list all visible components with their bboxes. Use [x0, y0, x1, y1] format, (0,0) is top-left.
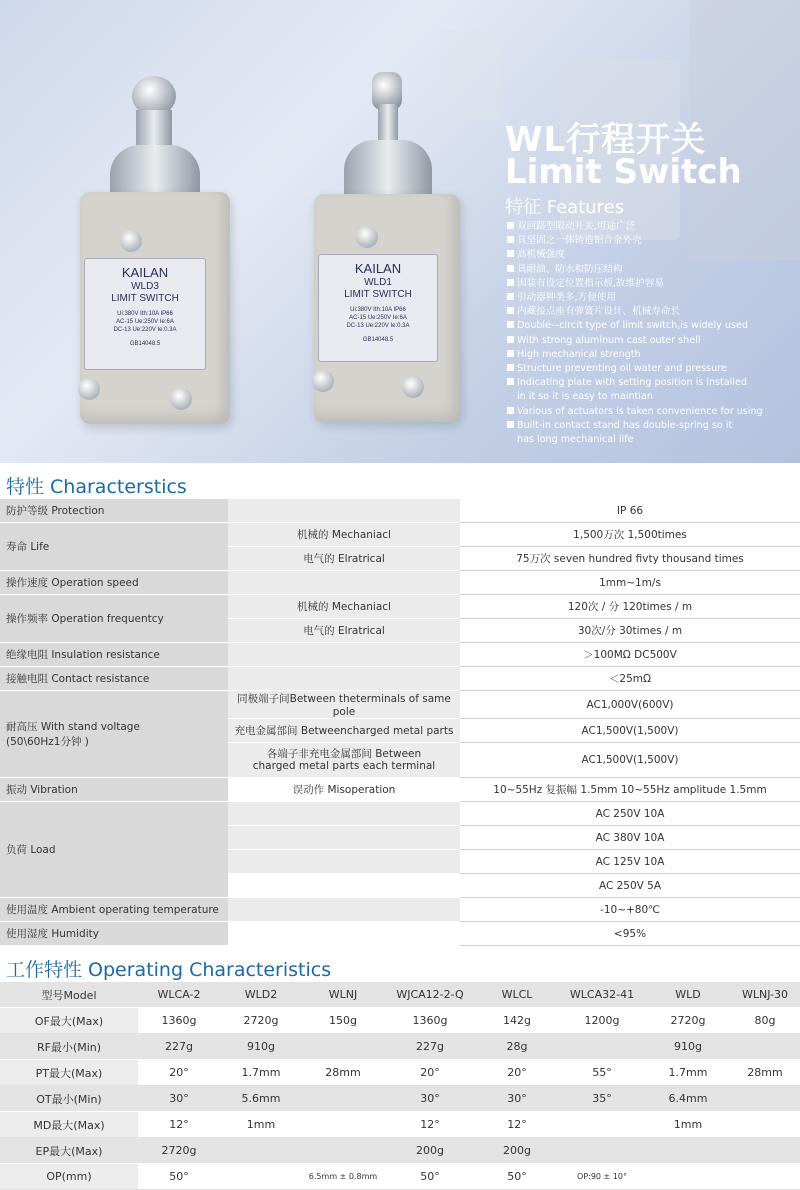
- table-cell: [220, 1164, 302, 1190]
- row-value: ＜25mΩ: [460, 667, 800, 691]
- nameplate: [318, 254, 438, 362]
- table-row: [0, 667, 800, 691]
- row-sub: [228, 850, 460, 874]
- table-cell: 6.5mm ± 0.8mm: [302, 1164, 384, 1190]
- table-row: [0, 1060, 800, 1086]
- table-cell: 1.7mm: [220, 1060, 302, 1086]
- screw-icon: [356, 226, 378, 248]
- row-sub: [228, 667, 460, 691]
- table-cell: 20°: [476, 1060, 558, 1086]
- row-value: 1mm~1m/s: [460, 571, 800, 595]
- feature-item-continued: in it so it is easy to maintian: [517, 391, 653, 403]
- table-cell: 227g: [384, 1034, 476, 1060]
- table-cell: 30°: [138, 1086, 220, 1112]
- table-row: [0, 595, 800, 619]
- feature-item: 具耐油、防水和防压结构: [507, 263, 797, 277]
- header-cell: WLD: [646, 982, 730, 1008]
- table-cell: 910g: [220, 1034, 302, 1060]
- table-row: [0, 523, 800, 547]
- header-cell: WLCL: [476, 982, 558, 1008]
- row-value: AC1,500V(1,500V): [460, 719, 800, 743]
- screw-icon: [78, 378, 100, 400]
- row-label: EP最大(Max): [0, 1138, 138, 1164]
- row-value: AC 250V 5A: [460, 874, 800, 898]
- row-value: AC 380V 10A: [460, 826, 800, 850]
- table-row: [0, 499, 800, 523]
- nameplate-model: WLD3: [131, 281, 159, 292]
- row-sub: [228, 802, 460, 826]
- table-row: [0, 643, 800, 667]
- operating-table: [0, 982, 800, 1190]
- row-label: PT最大(Max): [0, 1060, 138, 1086]
- row-label: RF最小(Min): [0, 1034, 138, 1060]
- lever-arm: [378, 104, 398, 144]
- row-value: -10~+80℃: [460, 898, 800, 922]
- limit-switch-photo-right: [300, 70, 470, 430]
- row-label: OT最小(Min): [0, 1086, 138, 1112]
- table-cell: 50°: [384, 1164, 476, 1190]
- row-sub: 充电金属部间 Betweencharged metal parts: [228, 719, 460, 743]
- header-cell: WLCA-2: [138, 982, 220, 1008]
- row-label: [0, 691, 228, 778]
- characteristics-table: [0, 499, 800, 946]
- table-cell: 2720g: [138, 1138, 220, 1164]
- nameplate-spec: AC-15 Ue:250V Ie:6A: [116, 319, 174, 325]
- nameplate-label: LIMIT SWITCH: [344, 289, 412, 300]
- row-value: IP 66: [460, 499, 800, 523]
- row-label: 寿命 Life: [0, 523, 228, 571]
- row-label: MD最大(Max): [0, 1112, 138, 1138]
- table-cell: 12°: [476, 1112, 558, 1138]
- table-row: [0, 898, 800, 922]
- table-cell: 1360g: [138, 1008, 220, 1034]
- table-cell: 30°: [476, 1086, 558, 1112]
- table-cell: [558, 1034, 646, 1060]
- table-row: [0, 1164, 800, 1190]
- table-cell: 1360g: [384, 1008, 476, 1034]
- row-value: 75万次 seven hundred fivty thousand times: [460, 547, 800, 571]
- table-cell: 50°: [476, 1164, 558, 1190]
- table-cell: [646, 1164, 730, 1190]
- row-value: AC 250V 10A: [460, 802, 800, 826]
- nameplate-brand: KAILAN: [354, 261, 402, 276]
- table-cell: [730, 1034, 800, 1060]
- feature-item: 双回路型限动开关,用途广泛: [507, 220, 797, 234]
- row-label-line: 耐高压 With stand voltage: [6, 721, 140, 733]
- table-row: [0, 1034, 800, 1060]
- table-cell: 200g: [476, 1138, 558, 1164]
- table-header-row: [0, 982, 800, 1008]
- screw-icon: [170, 388, 192, 410]
- screw-icon: [120, 230, 142, 252]
- hero-title-cn: WL行程开关: [505, 120, 707, 160]
- table-cell: [302, 1086, 384, 1112]
- nameplate-spec: DC-13 Ue:220V Ie:0.3A: [113, 327, 177, 333]
- table-cell: 2720g: [646, 1008, 730, 1034]
- feature-item-continued: has long mechanical life: [517, 434, 634, 446]
- row-label: 防护等级 Protection: [0, 499, 228, 523]
- row-sub: 机械的 Mechaniacl: [228, 523, 460, 547]
- limit-switch-photo-left: [70, 70, 240, 430]
- row-value: AC1,500V(1,500V): [460, 743, 800, 778]
- nameplate-label: LIMIT SWITCH: [111, 293, 179, 304]
- table-cell: 12°: [138, 1112, 220, 1138]
- table-row: [0, 922, 800, 946]
- table-cell: 35°: [558, 1086, 646, 1112]
- feature-item: Various of actuators is taken convenience for using: [507, 405, 797, 419]
- row-sub: 电气的 Elratrical: [228, 619, 460, 643]
- nameplate-standard: GB14048.5: [362, 337, 394, 343]
- table-cell: [730, 1164, 800, 1190]
- table-cell: [558, 1138, 646, 1164]
- table-cell: 1mm: [646, 1112, 730, 1138]
- header-cell: WLD2: [220, 982, 302, 1008]
- header-cell: WLCA32-41: [558, 982, 646, 1008]
- feature-item: 具坚固之一体铸造铝合金外壳: [507, 234, 797, 248]
- row-label: 操作频率 Operation frequentcy: [0, 595, 228, 643]
- table-cell: [730, 1138, 800, 1164]
- header-cell: WJCA12-2-Q: [384, 982, 476, 1008]
- table-cell: [646, 1138, 730, 1164]
- row-sub: [228, 571, 460, 595]
- features-title: 特征 Features: [505, 197, 625, 218]
- hero-banner: [0, 0, 800, 463]
- row-sub: 电气的 Elratrical: [228, 547, 460, 571]
- row-sub: [228, 874, 460, 898]
- row-label: 操作速度 Operation speed: [0, 571, 228, 595]
- header-cell: WLNJ: [302, 982, 384, 1008]
- row-value: AC 125V 10A: [460, 850, 800, 874]
- table-cell: 20°: [384, 1060, 476, 1086]
- table-cell: 1200g: [558, 1008, 646, 1034]
- table-cell: 80g: [730, 1008, 800, 1034]
- feature-item: Built-in contact stand has double-spring so it: [507, 419, 797, 433]
- row-sub: [228, 898, 460, 922]
- row-value: 1,500万次 1,500times: [460, 523, 800, 547]
- row-sub: 同极端子间Between theterminals of same pole: [228, 691, 460, 719]
- nameplate-model: WLD1: [364, 277, 392, 288]
- feature-item: Indicating plate with setting position is installed: [507, 376, 797, 390]
- header-cell: 型号Model: [0, 982, 138, 1008]
- table-cell: [302, 1112, 384, 1138]
- feature-item: Double-–circit type of limit switch,is widely used: [507, 319, 797, 333]
- row-label: OF最大(Max): [0, 1008, 138, 1034]
- row-sub: 机械的 Mechaniacl: [228, 595, 460, 619]
- row-sub: [228, 826, 460, 850]
- screw-icon: [312, 370, 334, 392]
- table-row: [0, 1112, 800, 1138]
- feature-item: 引动器种类多,方便使用: [507, 291, 797, 305]
- table-row: [0, 778, 800, 802]
- feature-item: 高机械强度: [507, 248, 797, 262]
- table-cell: [302, 1034, 384, 1060]
- table-cell: 30°: [384, 1086, 476, 1112]
- row-sub: [228, 922, 460, 946]
- row-value: AC1,000V(600V): [460, 691, 800, 719]
- table-cell: 50°: [138, 1164, 220, 1190]
- table-row: [0, 1138, 800, 1164]
- screw-icon: [402, 376, 424, 398]
- table-cell: [558, 1112, 646, 1138]
- row-sub-line: 各端子非充电金属部间 Between: [266, 748, 422, 760]
- feature-item: Structure preventing oil water and pressure: [507, 362, 797, 376]
- nameplate-brand: KAILAN: [121, 265, 169, 280]
- row-label: 使用湿度 Humidity: [0, 922, 228, 946]
- table-cell: 1.7mm: [646, 1060, 730, 1086]
- table-cell: OP:90 ± 10°: [558, 1164, 646, 1190]
- nameplate-spec: Ui:380V Ith:10A IP66: [350, 307, 406, 313]
- hero-title-en: Limit Switch: [505, 152, 742, 192]
- row-label: 负荷 Load: [0, 802, 228, 898]
- nameplate: [84, 258, 206, 370]
- feature-item: With strong aluminum cast outer shell: [507, 334, 797, 348]
- table-row: [0, 802, 800, 826]
- row-value: ＞100MΩ DC500V: [460, 643, 800, 667]
- table-cell: [730, 1086, 800, 1112]
- feature-item: 因装有设定位置指示板,故维护容易: [507, 277, 797, 291]
- table-cell: 20°: [138, 1060, 220, 1086]
- header-cell: WLNJ-30: [730, 982, 800, 1008]
- table-row: [0, 1086, 800, 1112]
- row-sub: 误动作 Misoperation: [228, 778, 460, 802]
- table-cell: 142g: [476, 1008, 558, 1034]
- table-cell: 150g: [302, 1008, 384, 1034]
- table-row: [0, 571, 800, 595]
- plunger: [136, 110, 172, 150]
- feature-item: 内藏接点座有弹簧片设计、机械寿命长: [507, 305, 797, 319]
- nameplate-spec: AC-15 Ue:250V Ie:6A: [349, 315, 407, 321]
- table-cell: [220, 1138, 302, 1164]
- row-label: 接触电阻 Contact resistance: [0, 667, 228, 691]
- row-label: 使用温度 Ambient operating temperature: [0, 898, 228, 922]
- table-row: [0, 691, 800, 719]
- nameplate-spec: Ui:380V Ith:10A IP66: [117, 311, 173, 317]
- table-cell: 6.4mm: [646, 1086, 730, 1112]
- row-value: <95%: [460, 922, 800, 946]
- operating-title: 工作特性 Operating Characteristics: [6, 959, 332, 981]
- table-cell: 55°: [558, 1060, 646, 1086]
- row-value: 30次/分 30times / m: [460, 619, 800, 643]
- table-cell: 227g: [138, 1034, 220, 1060]
- row-sub: [228, 743, 460, 778]
- features-list: [507, 220, 797, 447]
- actuator-head: [344, 140, 432, 202]
- row-label: 绝缘电阻 Insulation resistance: [0, 643, 228, 667]
- table-cell: 2720g: [220, 1008, 302, 1034]
- table-cell: 200g: [384, 1138, 476, 1164]
- table-cell: 12°: [384, 1112, 476, 1138]
- table-cell: 910g: [646, 1034, 730, 1060]
- table-cell: 1mm: [220, 1112, 302, 1138]
- row-label: OP(mm): [0, 1164, 138, 1190]
- table-row: [0, 1008, 800, 1034]
- table-cell: 28mm: [302, 1060, 384, 1086]
- nameplate-standard: GB14048.5: [129, 341, 161, 347]
- nameplate-spec: DC-13 Ue:220V Ie:0.3A: [346, 323, 410, 329]
- row-label-line: (50\60Hz1分钟 ): [6, 736, 89, 748]
- table-cell: 5.6mm: [220, 1086, 302, 1112]
- row-value: 10~55Hz 复振幅 1.5mm 10~55Hz amplitude 1.5mm: [460, 778, 800, 802]
- row-value: 120次 / 分 120times / m: [460, 595, 800, 619]
- row-sub-line: charged metal parts each terminal: [252, 760, 436, 772]
- characteristics-title: 特性 Characterstics: [6, 476, 187, 498]
- table-cell: [730, 1112, 800, 1138]
- feature-item: High mechanical strength: [507, 348, 797, 362]
- table-cell: 28g: [476, 1034, 558, 1060]
- table-cell: [302, 1138, 384, 1164]
- row-sub: [228, 643, 460, 667]
- row-sub: [228, 499, 460, 523]
- table-cell: 28mm: [730, 1060, 800, 1086]
- row-label: 振动 Vibration: [0, 778, 228, 802]
